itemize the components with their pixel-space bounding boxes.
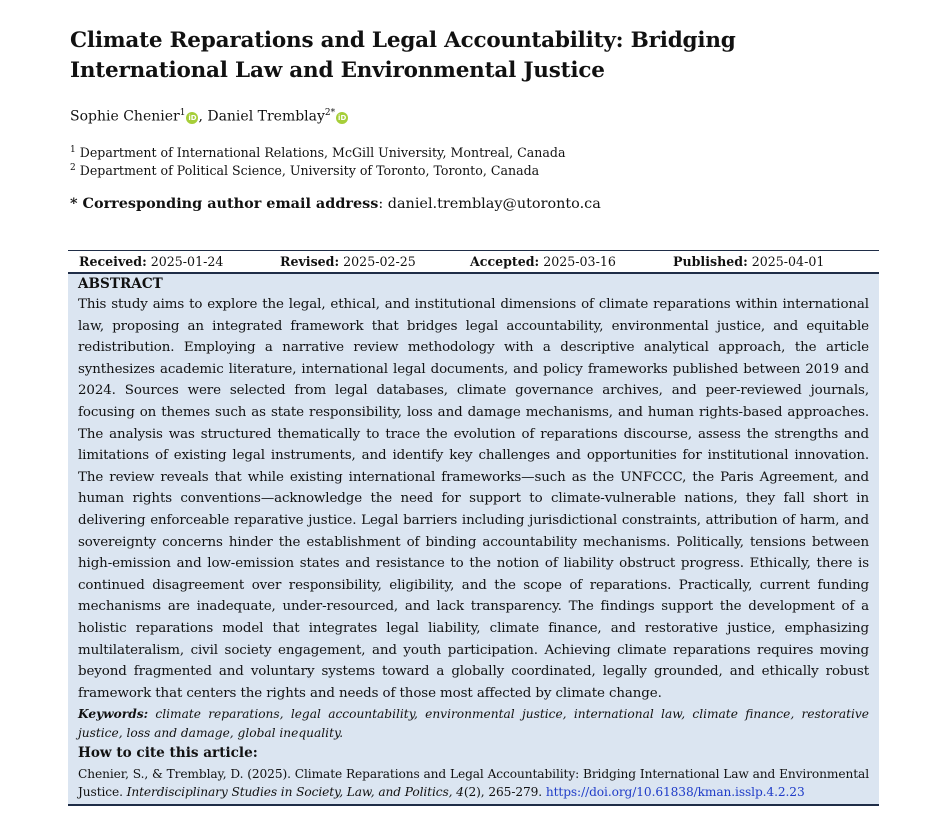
citation-prefix: Chenier, S., & Tremblay, D. (2025). Climate Reparations and Legal Accountability: Bridging International Law and Environmental Justice. <box>78 767 869 799</box>
date-label: Published: <box>673 254 748 269</box>
abstract-box <box>68 250 879 806</box>
keywords-label: Keywords: <box>78 707 149 721</box>
keywords-text: climate reparations, legal accountability, environmental justice, international law, climate finance, restorative justice, loss and damage, global inequality. <box>78 707 870 740</box>
date-label: Received: <box>79 254 147 269</box>
date-value: 2025-04-01 <box>751 254 825 269</box>
date-received <box>79 252 223 272</box>
keywords <box>78 705 869 743</box>
article-title: Climate Reparations and Legal Accountability: Bridging International Law and Environmental Justice <box>70 28 736 83</box>
date-value: 2025-02-25 <box>343 254 416 269</box>
author-name: Daniel Tremblay <box>207 108 325 125</box>
corresponding-label: * Corresponding author email address <box>70 195 379 212</box>
citation-journal: Interdisciplinary Studies in Society, Law, and Politics, 4 <box>126 785 464 799</box>
date-value: 2025-03-16 <box>543 254 616 269</box>
affiliation <box>70 142 565 161</box>
corresponding-separator: : <box>378 196 388 212</box>
date-revised <box>280 252 416 272</box>
date-value: 2025-01-24 <box>150 254 224 269</box>
author-affiliation-marker: 1 <box>179 108 186 118</box>
date-accepted <box>470 252 616 272</box>
corresponding-email[interactable]: daniel.tremblay@utoronto.ca <box>387 196 601 212</box>
dates-bar <box>68 251 879 274</box>
date-label: Revised: <box>280 254 340 269</box>
affiliation-text: Department of Political Science, University of Toronto, Toronto, Canada <box>79 163 540 179</box>
citation-text <box>78 765 869 801</box>
citation-issue: (2), 265-279. <box>463 785 546 799</box>
doi-link[interactable]: https://doi.org/10.61838/kman.isslp.4.2.23 <box>545 785 805 799</box>
affiliation <box>70 160 539 179</box>
author-name: Sophie Chenier <box>70 108 180 125</box>
affiliation-number: 1 <box>70 145 76 155</box>
citation-heading: How to cite this article: <box>78 745 258 761</box>
orcid-icon[interactable]: iD <box>188 113 197 122</box>
affiliation-number: 2 <box>70 163 76 173</box>
affiliation-text: Department of International Relations, McGill University, Montreal, Canada <box>79 145 566 161</box>
corresponding-author <box>70 194 601 214</box>
author-affiliation-marker: 2* <box>324 108 336 118</box>
orcid-icon[interactable]: iD <box>338 113 347 122</box>
abstract-text: This study aims to explore the legal, ethical, and institutional dimensions of climate reparations within international law, proposing an integrated framework that bridges legal accountability, environmental justice, and equitable redistribution. Employing a narrative review methodology with a descriptive analytical approach, the article synthesizes academic literature, international legal documents, and policy frameworks published between 2019 and 2024. Sources were selected from legal databases, climate governance archives, and peer-reviewed journals, focusing on themes such as state responsibility, loss and damage mechanisms, and human rights-based approaches. The analysis was structured thematically to trace the evolution of reparations discourse, assess the strengths and limitations of existing legal instruments, and identify key challenges and opportunities for institutional innovation. The review reveals that while existing international frameworks—such as the UNFCCC, the Paris Agreement, and human rights conventions—acknowledge the need for support to climate-vulnerable nations, they fall short in delivering enforceable reparative justice. Legal barriers including jurisdictional constraints, attribution of harm, and sovereignty concerns hinder the establishment of binding accountability mechanisms. Politically, tensions between high-emission and low-emission states and resistance to the notion of liability obstruct progress. Ethically, there is continued disagreement over responsibility, eligibility, and the scope of reparations. Practically, current funding mechanisms are inadequate, under-resourced, and lack transparency. The findings support the development of a holistic reparations model that integrates legal liability, climate finance, and restorative justice, emphasizing multilateralism, civil society engagement, and youth participation. Achieving climate reparations requires moving beyond fragmented and voluntary systems toward a globally coordinated, legally grounded, and ethically robust framework that centers the rights and needs of those most affected by climate change. <box>78 297 869 701</box>
date-label: Accepted: <box>470 254 540 269</box>
author-list <box>70 103 348 127</box>
abstract-heading: ABSTRACT <box>78 276 163 292</box>
date-published <box>673 252 824 272</box>
author-separator: , <box>198 108 208 125</box>
